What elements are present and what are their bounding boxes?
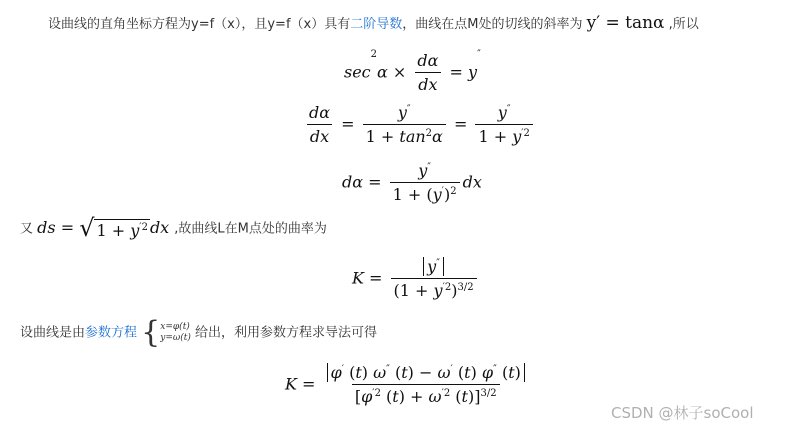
slope-formula: y′ = tanα xyxy=(586,13,665,33)
parametric-equation-link[interactable]: 参数方程 xyxy=(85,325,138,341)
paragraph-curve-equation: 设曲线的直角坐标方程为y=f（x），且y=f（x）具有二阶导数，曲线在点M处的切线的斜率为 y′ = tanα ,所以 xyxy=(48,13,699,33)
second-derivative-link[interactable]: 二阶导数 xyxy=(350,17,403,32)
formula-dalpha-dx: $\frac{d\alpha}{dx}$ = $\frac{y''}{1 + \tan^2\alpha}$ = $\frac{y''}{1 + y^{'2}}$ xyxy=(303,104,536,146)
paragraph-parametric: 设曲线是由参数方程 { x=φ(t) y=ω(t) 给出，利用参数方程求导法可得 xyxy=(20,315,378,350)
parametric-cases: { x=φ(t) y=ω(t) xyxy=(141,315,191,350)
formula-sec-squared: $\sec^2\alpha$ × $\frac{d\alpha}{dx}$ = y″ xyxy=(344,49,481,94)
formula-dalpha: dα = $\frac{y''}{1 + (y')^2}$ dx xyxy=(342,161,482,204)
formula-parametric-curvature: K = $\frac{\varphi' (t) \omega'' (t) - \omega' (t) \varphi'' (t)}{[\varphi^{'2} (t) + \omega^{'2} (t)]^{3/2}}$ xyxy=(285,364,531,406)
formula-curvature: K = $\frac{y''}{(1 + y^{'2})^{3/2}}$ xyxy=(352,258,480,300)
csdn-watermark: CSDN @林子soCool xyxy=(611,404,754,422)
paragraph-arc-length: 又 ds = √ $1 + y^{'2}$ dx ,故曲线L在M点处的曲率为 xyxy=(20,214,327,242)
arc-length-formula: ds = √ $1 + y^{'2}$ dx xyxy=(37,214,170,242)
